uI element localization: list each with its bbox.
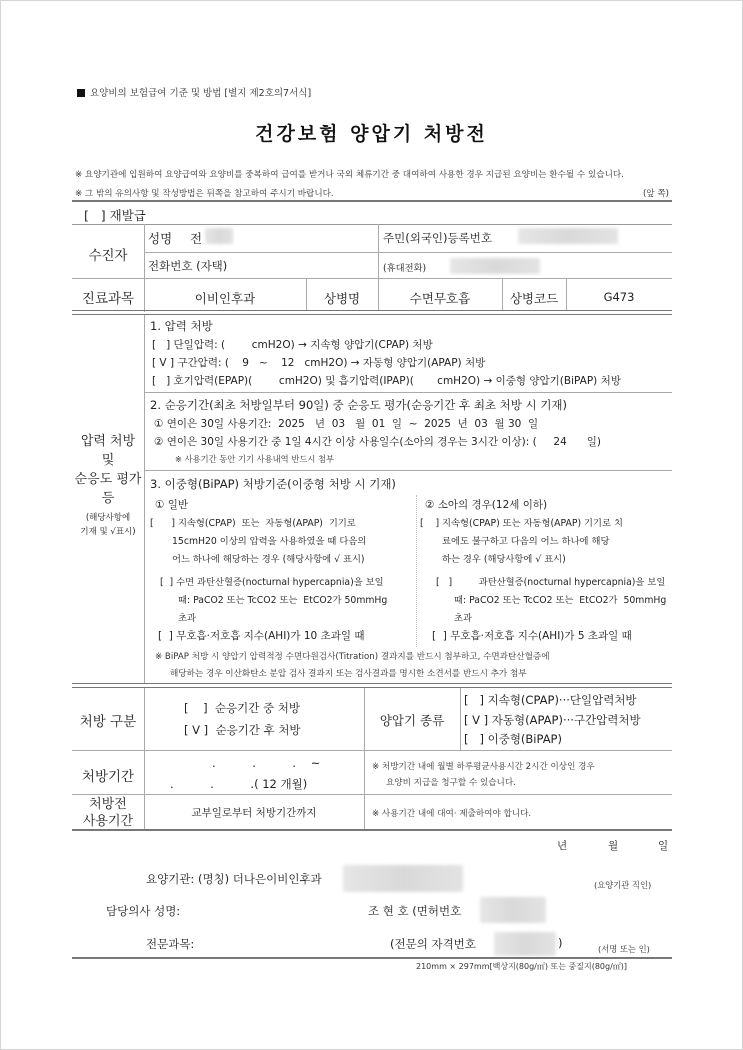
divider	[72, 224, 672, 225]
label-line: 사용기간	[82, 814, 134, 829]
general-line: 15cmH20 이상의 압력을 사용하였을 때 다음의	[172, 536, 367, 547]
usage-period-note: ※ 사용기간 내에 대여· 제출하여야 합니다.	[372, 809, 532, 819]
label-line: 및	[101, 453, 115, 468]
doctor-label: 담당의사 성명:	[106, 904, 181, 918]
divider	[72, 278, 672, 279]
name-value: 전	[190, 231, 203, 246]
general-hypercapnia-checkbox[interactable]: [ ] 수면 과탄산혈증(nocturnal hypercapnia)을 보일	[160, 577, 384, 588]
bilevel-pressure-option[interactable]: [ ] 호기압력(EPAP)( cmH2O) 및 흡기압력(IPAP)( cmH2O) → 이중형 양압기(BiPAP) 처방	[152, 375, 621, 387]
child-line: 때: PaCO2 또는 TcCO2 또는 EtCO2가 50mmHg	[454, 595, 667, 606]
usage-period-label	[72, 796, 144, 830]
institution-name: 요양기관: (명칭) 더나은이비인후과	[146, 872, 322, 886]
usage-note: ※ 사용기간 동안 기기 사용내역 반드시 첨부	[175, 454, 335, 464]
period-end: . . .( 12 개월)	[170, 777, 308, 791]
divider	[72, 314, 672, 315]
date-day: 일	[658, 840, 669, 852]
redacted-name	[205, 228, 233, 244]
label-line: 순응도 평가	[74, 472, 142, 487]
divider	[144, 392, 672, 393]
child-title: ② 소아의 경우(12세 이하)	[425, 499, 548, 511]
date-month: 월	[608, 840, 619, 852]
id-number-label: 주민(외국인)등록번호	[383, 231, 492, 245]
device-option-apap[interactable]: [ V ] 자동형(APAP)···구간압력처방	[464, 713, 641, 727]
paper-spec: 210mm × 297mm[백상지(80g/㎡) 또는 중질지(80g/㎡)]	[416, 962, 628, 971]
period-note-2: 요양비 지급을 청구할 수 있습니다.	[386, 778, 516, 788]
usage-days: ② 연이은 30일 사용기간 중 1일 4시간 이상 사용일수(소아의 경우는 3시간 이상): ( 24 일)	[154, 436, 602, 448]
bipap-note-2: 해당하는 경우 이산화탄소 분압 검사 결과지 또는 검사결과를 명시한 소견서를 반드시 추가 첨부	[170, 669, 527, 679]
doctor-name: 조 현 호 (면허번호	[368, 904, 462, 918]
general-title: ① 일반	[155, 499, 189, 511]
column-divider	[416, 495, 417, 647]
single-pressure-option[interactable]: [ ] 단일압력: ( cmH2O) → 지속형 양압기(CPAP) 처방	[152, 339, 433, 351]
page-side: (앞 쪽)	[642, 189, 669, 199]
general-line: 어느 하나에 해당하는 경우 (해당사항에 √ 표시)	[172, 554, 365, 565]
redacted-mobile-phone	[450, 258, 540, 274]
label-note-line: (해당사항에	[85, 513, 131, 523]
device-option-cpap[interactable]: [ ] 지속형(CPAP)···단일압력처방	[464, 693, 637, 707]
usage-period: ① 연이은 30일 사용기간: 2025 년 03 월 01 일 ~ 2025 년 03 월 30 일	[154, 418, 539, 430]
department-label: 진료과목	[81, 291, 135, 307]
specialist-number-label: (전문의 자격번호	[390, 937, 476, 951]
divider	[378, 224, 379, 278]
section-3-heading: 3. 이중형(BiPAP) 처방기준(이중형 처방 시 기재)	[150, 477, 396, 491]
reissue-checkbox[interactable]: [ ] 재발급	[84, 208, 146, 223]
device-type-label: 양압기 종류	[379, 713, 445, 728]
divider	[144, 252, 672, 253]
general-line: 때: PaCO2 또는 TcCO2 또는 EtCO2가 50mmHg	[178, 595, 388, 606]
child-cpap-apap-checkbox[interactable]: [ ] 지속형(CPAP) 또는 자동형(APAP) 기기로 치	[420, 518, 623, 529]
type-option-after[interactable]: [ V ] 순응기간 후 처방	[184, 723, 301, 737]
divider	[460, 688, 461, 750]
general-line: 초과	[178, 613, 196, 624]
divider	[72, 957, 672, 959]
disease-code-label: 상병코드	[509, 291, 559, 306]
notice-2: ※ 그 밖의 유의사항 및 작성방법은 뒤쪽을 참고하여 주시기 바랍니다.	[75, 189, 334, 199]
child-line: 료에도 불구하고 다음의 어느 하나에 해당	[442, 536, 610, 547]
label-line: 등	[101, 491, 115, 506]
device-option-bipap[interactable]: [ ] 이중형(BiPAP)	[464, 732, 562, 746]
section-1-heading: 1. 압력 처방	[150, 319, 213, 333]
notice-1: ※ 요양기관에 입원하여 요양급여와 요양비를 중복하여 급여를 받거나 국외 체류기간 중 대여하여 사용한 경우 지급된 요양비는 환수될 수 있습니다.	[75, 170, 624, 180]
label-line: 압력 처방	[80, 434, 136, 449]
name-label: 성명	[148, 231, 173, 246]
usage-period-value: 교부일로부터 처방기간까지	[191, 807, 317, 819]
department-value: 이비인후과	[194, 291, 256, 306]
prescription-type-label: 처방 구분	[79, 714, 137, 730]
specialty-label: 전문과목:	[146, 937, 195, 951]
signature-label: (서명 또는 인)	[598, 944, 650, 954]
redacted-institution-info	[343, 865, 463, 892]
redacted-specialist-number	[494, 932, 556, 956]
square-bullet-icon	[77, 89, 85, 97]
date-year: 년	[557, 840, 568, 852]
divider	[144, 315, 145, 683]
specialist-number-close: )	[558, 936, 563, 950]
divider	[72, 683, 672, 684]
range-pressure-option[interactable]: [ V ] 구간압력: ( 9 ~ 12 cmH2O) → 자동형 양압기(APAP) 처방	[152, 357, 486, 369]
page-title: 건강보험 양압기 처방전	[255, 123, 488, 145]
pressure-section-label	[72, 432, 144, 539]
divider	[364, 688, 365, 830]
child-line: 초과	[454, 613, 472, 624]
general-cpap-apap-checkbox[interactable]: [ ] 지속형(CPAP) 또는 자동형(APAP) 기기로	[150, 518, 356, 529]
label-line: 처방전	[89, 797, 127, 812]
disease-value: 수면무호흡	[409, 291, 471, 306]
type-option-during[interactable]: [ ] 순응기간 중 처방	[184, 701, 300, 715]
section-2-heading: 2. 순응기간(최초 처방일부터 90일) 중 순응도 평가(순응기간 후 최초 처방 시 기재)	[150, 398, 568, 412]
redacted-license-number	[480, 897, 546, 923]
mobile-phone-label: (휴대전화)	[383, 263, 427, 274]
divider	[72, 687, 672, 688]
divider	[72, 829, 672, 831]
general-ahi-checkbox[interactable]: [ ] 무호흡·저호흡 지수(AHI)가 10 초과일 때	[158, 630, 365, 642]
period-start: . . . ~	[212, 756, 321, 770]
bipap-note-1: ※ BiPAP 처방 시 양압기 압력적정 수면다원검사(Titration) 결과지를 반드시 첨부하고, 수면과탄산혈증에	[155, 652, 550, 662]
redacted-id-number	[518, 228, 618, 244]
disease-code-value: G473	[603, 290, 635, 304]
institution-seal-label: (요양기관 직인)	[594, 880, 652, 890]
child-ahi-checkbox[interactable]: [ ] 무호흡·저호흡 지수(AHI)가 5 초과일 때	[432, 630, 632, 642]
divider	[72, 200, 672, 202]
child-hypercapnia-checkbox[interactable]: [ ] 과탄산혈증(nocturnal hypercapnia)을 보일	[436, 577, 666, 588]
divider	[72, 794, 672, 795]
divider	[144, 470, 672, 471]
label-note-line: 기재 및 √표시)	[80, 527, 136, 537]
period-note-1: ※ 처방기간 내에 월별 하루평균사용시간 2시간 이상인 경우	[372, 762, 595, 772]
form-reference	[77, 85, 311, 99]
child-line: 하는 경우 (해당사항에 √ 표시)	[442, 554, 566, 565]
disease-label: 상병명	[323, 291, 361, 306]
prescription-period-label: 처방기간	[81, 769, 135, 785]
home-phone-label: 전화번호 (자택)	[148, 259, 228, 273]
divider	[72, 750, 672, 751]
divider	[72, 310, 672, 311]
patient-section-label: 수진자	[88, 248, 128, 264]
form-reference-text: 요양비의 보험급여 기준 및 방법 [별지 제2호의7서식]	[90, 88, 312, 99]
